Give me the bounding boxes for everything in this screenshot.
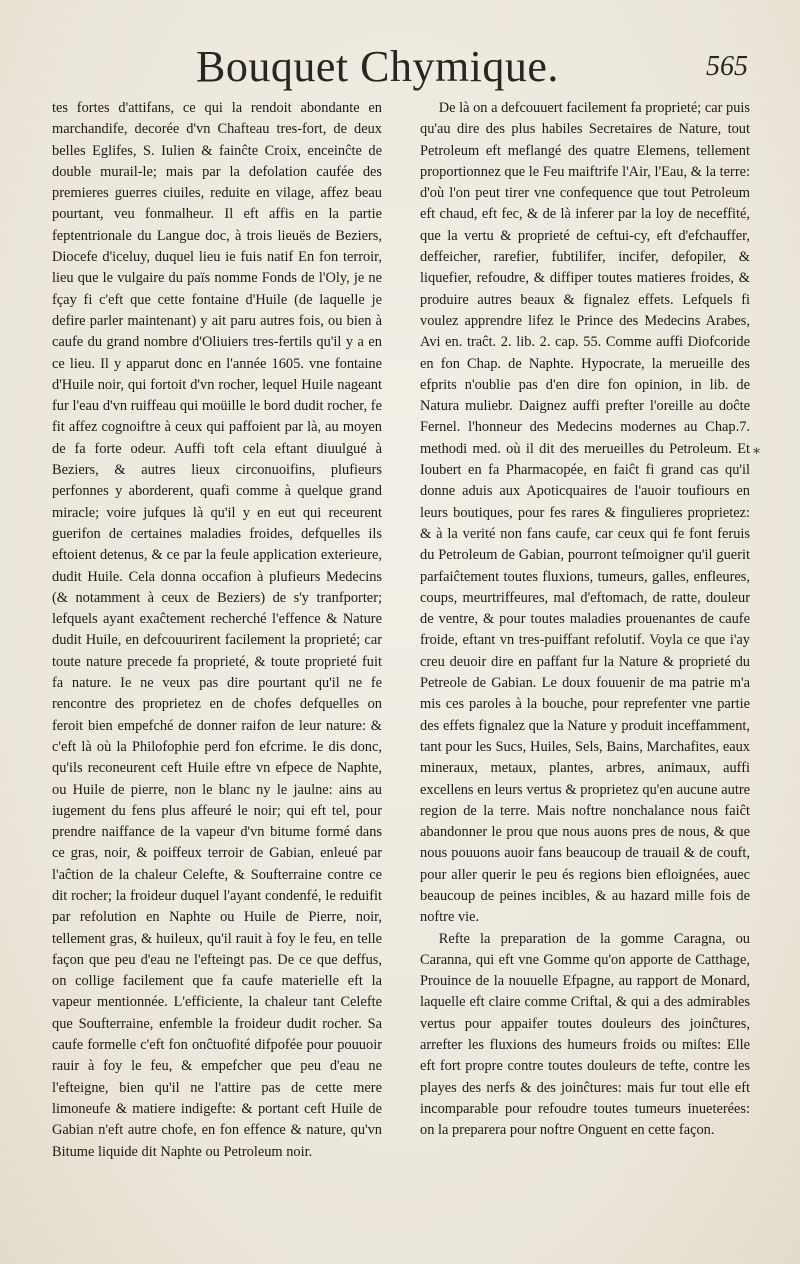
page-number: 565 bbox=[706, 51, 748, 82]
page-header bbox=[0, 40, 800, 100]
left-paragraph-1: tes fortes d'attifans, ce qui la rendoit abondante en marchandife, decorée d'vn Chafteau tres-fort, de deux belles Eglifes, S. Iulien & fainĉte Croix, enceinĉte de double murail-le; mais par la defolation caufée des premieres guerres ciuiles, reduite en vilage, affez beau pourtant, veu fonmalheur. Il eft affis en la partie feptentrionale du Langue doc, à trois lieuës de Beziers, Diocefe d'iceluy, duquel lieu ie fuis natif En fon terroir, lieu que le vulgaire du païs nomme Fonds de l'Oly, je ne fçay fi c'eft que cette fontaine d'Huile (de laquelle je defire parler maintenant) y ait paru autres fois, ou bien à caufe du grand nombre d'Oliuiers tres-fertils qu'il y a en ce lieu. Il y apparut donc en l'année 1605. vne fontaine d'Huile noir, qui fortoit d'vn rocher, lequel Huile nageant fur l'eau d'vn ruiffeau qui moüille le bord dudit rocher, fe fit affez cognoiftre à ceux qui paffoient par là, au moyen de fa forte odeur. Auffi toft cela eftant diuulgué à Beziers, & autres lieux circonuoifins, plufieurs perfonnes y aborderent, quafi comme à quelque grand miracle; voire jufques là qu'il y en eut qui receurent guerifon de certaines maladies froides, defquelles ils eftoient detenus, & ce par la feule application exterieure, dudit Huile. Cela donna occafion à plufieurs Medecins (& notamment à ceux de Beziers) de s'y tranfporter; lefquels ayant exaĉtement recherché l'effence & Nature dudit Huile, en defcouurirent facilement la proprieté; car toute nature precede fa proprieté, & toute proprieté fuit fa nature. Ie ne veux pas dire pourtant qu'il ne fe rencontre des proprietez en de chofes defquelles on feroit bien empefché de donner raifon de leur nature: & c'eft là où la Philofophie perd fon efcrime. Ie dis donc, qu'ils reconeurent ceft Huile eftre vn efpece de Naphte, ou Huile de pierre, non le blanc ny le jaulne: ains au iugement du fens plus affeuré le noir; qui eft tel, pour prendre naiffance de la vapeur d'vn bitume formé dans ce gras, noir, & poiffeux terroir de Gabian, enleué par l'aĉtion de la chaleur Celefte, & Soufterraine contre ce dit rocher; la froideur duquel l'ayant condenfé, le reduifit par refolution en Naphte ou Huile de Pierre, noir, tellement gras, & huileux, qu'il rauit à foy le feu, en telle façon que peu d'eau ne l'efteingt pas. De ce que deffus, on collige facilement que fa caufe materielle eft la vapeur mentionnée. L'efficiente, la chaleur tant Celefte que Soufterraine, enfemble la froideur dudit rocher. Sa caufe formelle c'eft fon onĉtuofité difpofée pour pouuoir rauir à foy le feu, & empefcher que peu d'eau ne l'efteigne, bien qu'il ne l'attire pas de cette mere limoneufe & matiere indigefte: & portant ceft Huile de Gabian n'eft autre chofe, en fon effence & nature, qu'vn Bitume liquide dit Naphte ou Petroleum noir. bbox=[52, 100, 382, 1160]
right-paragraph-1: De là on a defcouuert facilement fa proprieté; car puis qu'au dire des plus habiles Secretaires de Nature, tout Petroleum eft meflangé des quatre Elemens, tellement proportionnez que le Feu maiftrife l'Air, l'Eau, & la terre: d'où l'on peut tirer vne confequence que tout Petroleum eft chaud, eft fec, & de là inferer par la loy de neceffité, que la vertu & proprieté de ceftui-cy, eft d'efchauffer, deffeicher, rarefier, fubtilifer, incifer, defopiler, & liquefier, refoudre, & diffiper toutes matieres froides, & produire autres beaux & fignalez effets. Lefquels fi voulez apprendre lifez le Prince des Medecins Arabes, Avi en. traĉt. 2. lib. 2. cap. 55. Comme auffi Diofcoride en fon Chap. de Naphte. Hypocrate, la merueille des efprits n'oublie pas d'en dire fon opinion, in lib. de Natura muliebr. Daignez auffi prefter l'oreille au doĉte Fernel. l'honneur des Medecins modernes au Chap.7. methodi med. où il dit des merueilles du Petroleum. Et Ioubert en fa Pharmacopée, en faiĉt fi grand cas qu'il donne aduis aux Apoticquaires de l'auoir toufiours en leurs boutiques, pour fes rares & fingulieres proprietez: & à la verité non fans caufe, car ceux qui fe font feruis du Petroleum de Gabian, pourront teſmoigner qu'il guerit parfaiĉtement toutes fluxions, tumeurs, galles, enfleures, coups, meurtriffeures, mal d'eftomach, de ratte, douleur de ventre, & pour toutes maladies prouenantes de caufe froide, eftant vn tres-puiffant refolutif. Voyla ce que i'ay creu deuoir dire en paffant fur la Nature & proprieté du Petreole de Gabian. Le doux fouuenir de ma patrie m'a mis ces paroles à la bouche, pour reprefenter vne partie des effets fignalez que la Nature y produit inceffamment, tant pour les Sucs, Huiles, Sels, Bains, Marchafites, eaux mineraux, metaux, plantes, arbres, animaux, auffi excellens en leurs vertus & proprietez qu'en aucune autre region de la terre. Mais noftre nonchalance nous faiĉt abandonner le prou que nous auons pres de nous, & que nous pouuons auoir fans beaucoup de trauail & de couft, pour aller querir le peu és regions bien efloignées, auec beaucoup de peines incibles, & au hazard mille fois de noftre vie. bbox=[420, 100, 750, 926]
margin-asterisk: * bbox=[753, 446, 760, 462]
right-paragraph-2: Refte la preparation de la gomme Caragna, ou Caranna, qui eft vne Gomme qu'on apporte de Catthage, Prouince de la nouuelle Efpagne, au rapport de Monard, laquelle eft claire comme Criftal, & qui a des admirables vertus pour appaifer toutes douleurs des joinĉtures, arrefter les fluxions des humeurs froids ou miſtes: Elle eft fort propre contre toutes douleurs de tefte, contre les playes des nerfs & des joinĉtures: mais fur tout elle eft incomparable pour refoudre toutes tumeurs inueterées: on la preparera pour noftre Onguent en cette façon. bbox=[420, 930, 750, 1139]
right-column bbox=[420, 98, 750, 1142]
left-column bbox=[52, 98, 382, 1163]
running-title: Bouquet Chymique. bbox=[196, 42, 559, 91]
